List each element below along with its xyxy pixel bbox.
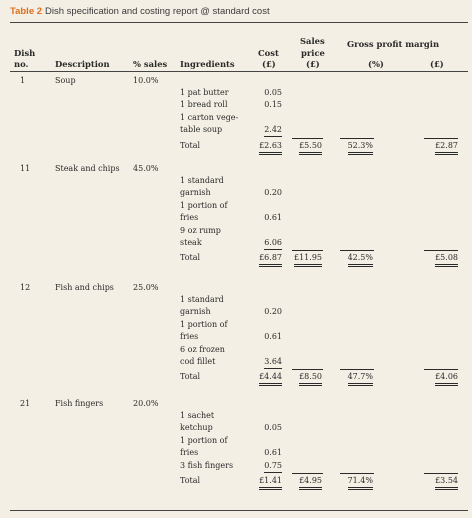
ingredient-cost: 0.61 <box>264 332 282 342</box>
ingredient-cost: 0.61 <box>264 213 282 223</box>
total-rule <box>424 473 458 474</box>
header-price-line3: (£) <box>306 59 320 69</box>
total-rule <box>424 250 458 251</box>
total-cost: £6.87 <box>259 252 282 267</box>
total-rule <box>340 369 374 370</box>
ingredient-text: 1 standard <box>180 295 224 304</box>
total-rule <box>292 138 323 139</box>
ingredient-text: fries <box>180 448 199 458</box>
dish-description: Steak and chips <box>55 164 120 173</box>
table-caption <box>10 6 270 17</box>
ingredient-cost: 2.42 <box>264 124 282 137</box>
dish-sales-pct: 20.0% <box>133 399 159 408</box>
sales-price: £8.50 <box>299 371 322 386</box>
header-description: Description <box>55 59 110 69</box>
ingredient-text: fries <box>180 213 199 223</box>
total-label: Total <box>180 140 201 150</box>
ingredient-text: 1 bread roll <box>180 100 228 110</box>
ingredient-text: 1 portion of <box>180 435 228 445</box>
gross-profit-pct: 47.7% <box>348 371 373 386</box>
header-price-line1: Sales <box>300 36 325 46</box>
ingredient-text: 1 carton vege- <box>180 112 239 122</box>
gross-profit-pct: 71.4% <box>348 475 373 490</box>
sales-price: £4.95 <box>299 475 322 490</box>
total-cost: £2.63 <box>259 140 282 155</box>
total-rule <box>292 369 323 370</box>
dish-number: 1 <box>20 76 26 85</box>
ingredient-text: 6 oz frozen <box>180 344 225 354</box>
total-rule <box>292 250 323 251</box>
dish-sales-pct: 10.0% <box>133 76 159 85</box>
ingredient-cost: 0.75 <box>264 460 282 473</box>
header-rule <box>10 71 468 72</box>
ingredient-cost: 0.15 <box>264 100 282 110</box>
ingredient-text: 9 oz rump <box>180 225 221 235</box>
ingredient-text: 1 standard <box>180 176 224 185</box>
ingredient-cost: 0.05 <box>264 88 282 97</box>
ingredient-text: ketchup <box>180 423 213 433</box>
header-gross-profit-margin: Gross profit margin <box>347 39 440 49</box>
dish-number: 12 <box>20 283 31 292</box>
header-cost-line2: (£) <box>262 59 276 69</box>
total-cost: £4.44 <box>259 371 282 386</box>
total-cost: £1.41 <box>259 475 282 490</box>
dish-sales-pct: 25.0% <box>133 283 159 292</box>
ingredient-cost: 0.05 <box>264 423 282 433</box>
caption-label: Table 2 <box>10 6 43 17</box>
header-price-line2: price <box>301 48 325 58</box>
ingredient-text: 3 fish fingers <box>180 460 234 470</box>
sales-price: £5.50 <box>299 140 322 155</box>
total-rule <box>340 138 374 139</box>
dish-description: Soup <box>55 76 76 85</box>
gross-profit-gbp: £5.08 <box>435 252 458 267</box>
ingredient-cost: 3.64 <box>264 356 282 369</box>
ingredient-text: fries <box>180 332 199 342</box>
total-rule <box>340 473 374 474</box>
ingredient-cost: 0.61 <box>264 448 282 458</box>
ingredient-text: table soup <box>180 125 223 135</box>
header-dish-line2: no. <box>14 59 29 69</box>
gross-profit-gbp: £4.06 <box>435 371 458 386</box>
header-cost-line1: Cost <box>258 48 279 58</box>
header-ingredients: Ingredients <box>180 59 235 69</box>
bottom-rule <box>10 510 468 511</box>
header-gp-gbp: (£) <box>430 59 444 69</box>
ingredient-text: 1 portion of <box>180 319 228 329</box>
total-rule <box>424 138 458 139</box>
ingredient-text: garnish <box>180 188 211 198</box>
total-rule <box>340 250 374 251</box>
header-dish-line1: Dish <box>14 48 36 58</box>
dish-number: 21 <box>20 399 31 408</box>
top-rule <box>10 22 468 23</box>
total-rule <box>424 369 458 370</box>
gross-profit-gbp: £3.54 <box>435 475 458 490</box>
dish-description: Fish and chips <box>55 283 114 292</box>
ingredient-cost: 0.20 <box>264 307 282 317</box>
ingredient-cost: 6.06 <box>264 237 282 250</box>
ingredient-text: cod fillet <box>180 357 216 366</box>
caption-title: Dish specification and costing report @ standard cost <box>45 6 270 17</box>
total-label: Total <box>180 253 201 263</box>
dish-description: Fish fingers <box>55 399 104 408</box>
ingredient-text: 1 sachet <box>180 411 215 420</box>
total-label: Total <box>180 372 201 382</box>
dish-number: 11 <box>20 164 31 173</box>
header-sales-pct: % sales <box>133 59 168 69</box>
sales-price: £11.95 <box>294 252 322 267</box>
gross-profit-pct: 52.3% <box>348 140 373 155</box>
ingredient-text: steak <box>180 238 202 247</box>
ingredient-cost: 0.20 <box>264 188 282 198</box>
ingredient-text: garnish <box>180 307 211 317</box>
total-label: Total <box>180 476 201 485</box>
header-gp-pct: (%) <box>368 59 384 69</box>
gross-profit-gbp: £2.87 <box>435 140 458 155</box>
ingredient-text: 1 pat butter <box>180 88 229 97</box>
ingredient-text: 1 portion of <box>180 200 228 210</box>
gross-profit-pct: 42.5% <box>348 252 373 267</box>
total-rule <box>292 473 323 474</box>
dish-sales-pct: 45.0% <box>133 164 159 173</box>
